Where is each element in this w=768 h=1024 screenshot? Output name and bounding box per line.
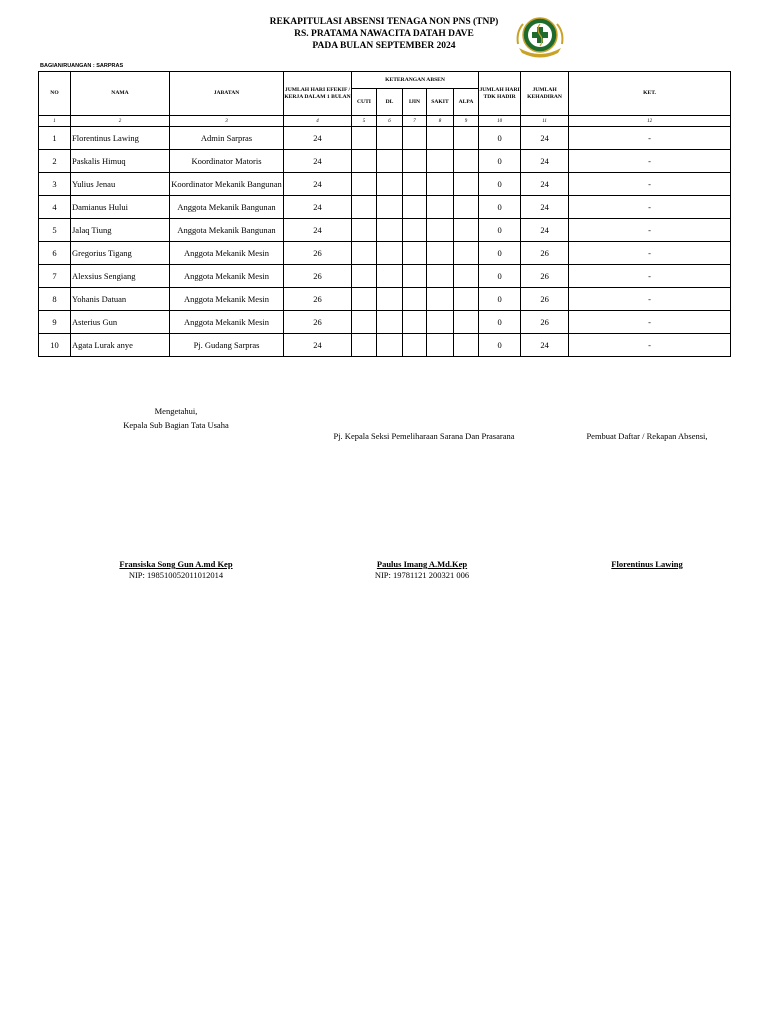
hospital-emblem-icon (514, 14, 566, 58)
cell-nama: Yulius Jenau (71, 173, 170, 196)
sig-center-nip: NIP: 19781121 200321 006 (374, 570, 470, 580)
cell-jabatan: Koordinator Mekanik Bangunan (170, 173, 284, 196)
column-index-row (39, 116, 731, 127)
cell-no: 7 (39, 265, 71, 288)
table-row (39, 334, 731, 357)
sig-left-nip: NIP: 198510052011012014 (128, 570, 224, 580)
column-index: 1 (39, 116, 71, 127)
cell-kehadiran: 26 (521, 242, 569, 265)
cell-cuti (352, 265, 377, 288)
table-row (39, 265, 731, 288)
cell-sakit (427, 265, 454, 288)
cell-tdk-hadir: 0 (479, 127, 521, 150)
table-row (39, 219, 731, 242)
cell-ket: - (569, 196, 731, 219)
header-dl: DL (377, 89, 403, 116)
cell-ijin (403, 288, 427, 311)
cell-dl (377, 219, 403, 242)
cell-no: 1 (39, 127, 71, 150)
cell-cuti (352, 311, 377, 334)
cell-ket: - (569, 127, 731, 150)
cell-ket: - (569, 311, 731, 334)
cell-sakit (427, 150, 454, 173)
header-cuti: CUTI (352, 89, 377, 116)
cell-nama: Jalaq Tiung (71, 219, 170, 242)
cell-cuti (352, 127, 377, 150)
cell-tdk-hadir: 0 (479, 173, 521, 196)
department-label: BAGIAN/RUANGAN : SARPRAS (40, 63, 124, 69)
cell-tdk-hadir: 0 (479, 242, 521, 265)
cell-nama: Yohanis Datuan (71, 288, 170, 311)
column-index: 8 (427, 116, 454, 127)
cell-alpa (454, 265, 479, 288)
cell-jabatan: Anggota Mekanik Bangunan (170, 196, 284, 219)
sig-right-name: Florentinus Lawing (611, 559, 683, 569)
cell-dl (377, 242, 403, 265)
column-index: 3 (170, 116, 284, 127)
cell-nama: Paskalis Himuq (71, 150, 170, 173)
cell-sakit (427, 242, 454, 265)
cell-sakit (427, 311, 454, 334)
cell-ket: - (569, 242, 731, 265)
header-no: NO (39, 72, 71, 116)
cell-dl (377, 288, 403, 311)
table-row (39, 196, 731, 219)
column-index: 12 (569, 116, 731, 127)
sig-left-greeting: Mengetahui, (154, 406, 198, 416)
cell-ket: - (569, 265, 731, 288)
cell-jabatan: Pj. Gudang Sarpras (170, 334, 284, 357)
cell-alpa (454, 242, 479, 265)
column-index: 10 (479, 116, 521, 127)
table-row (39, 127, 731, 150)
cell-ijin (403, 173, 427, 196)
cell-jabatan: Anggota Mekanik Bangunan (170, 219, 284, 242)
cell-ijin (403, 127, 427, 150)
cell-kehadiran: 24 (521, 150, 569, 173)
cell-ket: - (569, 288, 731, 311)
cell-cuti (352, 150, 377, 173)
sig-left-name: Fransiska Song Gun A.md Kep (119, 559, 233, 569)
cell-dl (377, 334, 403, 357)
table-row (39, 173, 731, 196)
table-row (39, 288, 731, 311)
cell-tdk-hadir: 0 (479, 311, 521, 334)
cell-ijin (403, 311, 427, 334)
cell-ijin (403, 334, 427, 357)
cell-kehadiran: 24 (521, 196, 569, 219)
cell-jabatan: Admin Sarpras (170, 127, 284, 150)
cell-no: 4 (39, 196, 71, 219)
cell-alpa (454, 196, 479, 219)
cell-cuti (352, 334, 377, 357)
cell-nama: Agata Lurak anye (71, 334, 170, 357)
cell-kehadiran: 26 (521, 288, 569, 311)
cell-ijin (403, 242, 427, 265)
cell-nama: Alexsius Sengiang (71, 265, 170, 288)
header-jumlah-hari-efektif: JUMLAH HARI EFEKIF / KERJA DALAM 1 BULAN (284, 72, 352, 116)
cell-no: 6 (39, 242, 71, 265)
cell-sakit (427, 173, 454, 196)
header-jumlah-tdk-hadir: JUMLAH HARI TDK HADIR (479, 72, 521, 116)
column-index: 2 (71, 116, 170, 127)
cell-kehadiran: 24 (521, 219, 569, 242)
cell-ket: - (569, 334, 731, 357)
column-index: 5 (352, 116, 377, 127)
cell-sakit (427, 219, 454, 242)
cell-jumlah-hari: 26 (284, 242, 352, 265)
cell-jabatan: Anggota Mekanik Mesin (170, 311, 284, 334)
column-index: 4 (284, 116, 352, 127)
cell-jabatan: Anggota Mekanik Mesin (170, 265, 284, 288)
column-index: 11 (521, 116, 569, 127)
header-alpa: ALPA (454, 89, 479, 116)
cell-no: 3 (39, 173, 71, 196)
cell-alpa (454, 173, 479, 196)
document-title: REKAPITULASI ABSENSI TENAGA NON PNS (TNP) (269, 17, 499, 27)
cell-ijin (403, 265, 427, 288)
sig-center-role: Pj. Kepala Seksi Pemeliharaan Sarana Dan Prasarana (333, 431, 515, 441)
cell-jumlah-hari: 24 (284, 219, 352, 242)
sig-center-name: Paulus Imang A.Md.Kep (376, 559, 468, 569)
cell-no: 8 (39, 288, 71, 311)
cell-dl (377, 173, 403, 196)
cell-kehadiran: 24 (521, 334, 569, 357)
cell-dl (377, 196, 403, 219)
cell-dl (377, 150, 403, 173)
column-index: 9 (454, 116, 479, 127)
cell-ket: - (569, 173, 731, 196)
cell-ket: - (569, 150, 731, 173)
attendance-table (38, 71, 731, 357)
cell-cuti (352, 196, 377, 219)
cell-nama: Asterius Gun (71, 311, 170, 334)
cell-dl (377, 311, 403, 334)
cell-jumlah-hari: 24 (284, 127, 352, 150)
cell-no: 9 (39, 311, 71, 334)
cell-tdk-hadir: 0 (479, 196, 521, 219)
table-row (39, 242, 731, 265)
cell-jumlah-hari: 24 (284, 173, 352, 196)
period-title: PADA BULAN SEPTEMBER 2024 (312, 41, 456, 51)
cell-cuti (352, 242, 377, 265)
cell-tdk-hadir: 0 (479, 288, 521, 311)
cell-nama: Gregorius Tigang (71, 242, 170, 265)
cell-alpa (454, 311, 479, 334)
header-ket: KET. (569, 72, 731, 116)
cell-sakit (427, 127, 454, 150)
cell-jumlah-hari: 24 (284, 196, 352, 219)
cell-kehadiran: 24 (521, 173, 569, 196)
cell-tdk-hadir: 0 (479, 150, 521, 173)
cell-jabatan: Koordinator Matoris (170, 150, 284, 173)
cell-cuti (352, 288, 377, 311)
header-jabatan: JABATAN (170, 72, 284, 116)
cell-jabatan: Anggota Mekanik Mesin (170, 242, 284, 265)
cell-jabatan: Anggota Mekanik Mesin (170, 288, 284, 311)
sig-left-role: Kepala Sub Bagian Tata Usaha (123, 420, 229, 430)
cell-jumlah-hari: 26 (284, 288, 352, 311)
cell-nama: Damianus Hului (71, 196, 170, 219)
header-jumlah-kehadiran: JUMLAH KEHADIRAN (521, 72, 569, 116)
cell-dl (377, 265, 403, 288)
cell-ijin (403, 219, 427, 242)
header-keterangan-absen: KETERANGAN ABSEN (352, 72, 479, 89)
cell-alpa (454, 150, 479, 173)
cell-ijin (403, 196, 427, 219)
sig-right-role: Pembuat Daftar / Rekapan Absensi, (586, 431, 708, 441)
cell-kehadiran: 26 (521, 265, 569, 288)
cell-jumlah-hari: 24 (284, 334, 352, 357)
cell-cuti (352, 219, 377, 242)
table-row (39, 311, 731, 334)
cell-alpa (454, 219, 479, 242)
column-index: 6 (377, 116, 403, 127)
table-row (39, 150, 731, 173)
header-nama: NAMA (71, 72, 170, 116)
cell-jumlah-hari: 26 (284, 265, 352, 288)
cell-alpa (454, 334, 479, 357)
cell-tdk-hadir: 0 (479, 265, 521, 288)
header-ijin: IJIN (403, 89, 427, 116)
hospital-name: RS. PRATAMA NAWACITA DATAH DAVE (294, 29, 474, 39)
cell-sakit (427, 334, 454, 357)
cell-jumlah-hari: 26 (284, 311, 352, 334)
cell-tdk-hadir: 0 (479, 219, 521, 242)
cell-dl (377, 127, 403, 150)
cell-no: 5 (39, 219, 71, 242)
cell-sakit (427, 196, 454, 219)
cell-tdk-hadir: 0 (479, 334, 521, 357)
cell-kehadiran: 26 (521, 311, 569, 334)
cell-no: 10 (39, 334, 71, 357)
cell-ijin (403, 150, 427, 173)
cell-nama: Florentinus Lawing (71, 127, 170, 150)
cell-no: 2 (39, 150, 71, 173)
cell-alpa (454, 127, 479, 150)
cell-jumlah-hari: 24 (284, 150, 352, 173)
cell-cuti (352, 173, 377, 196)
column-index: 7 (403, 116, 427, 127)
header-sakit: SAKIT (427, 89, 454, 116)
cell-alpa (454, 288, 479, 311)
cell-kehadiran: 24 (521, 127, 569, 150)
cell-ket: - (569, 219, 731, 242)
cell-sakit (427, 288, 454, 311)
